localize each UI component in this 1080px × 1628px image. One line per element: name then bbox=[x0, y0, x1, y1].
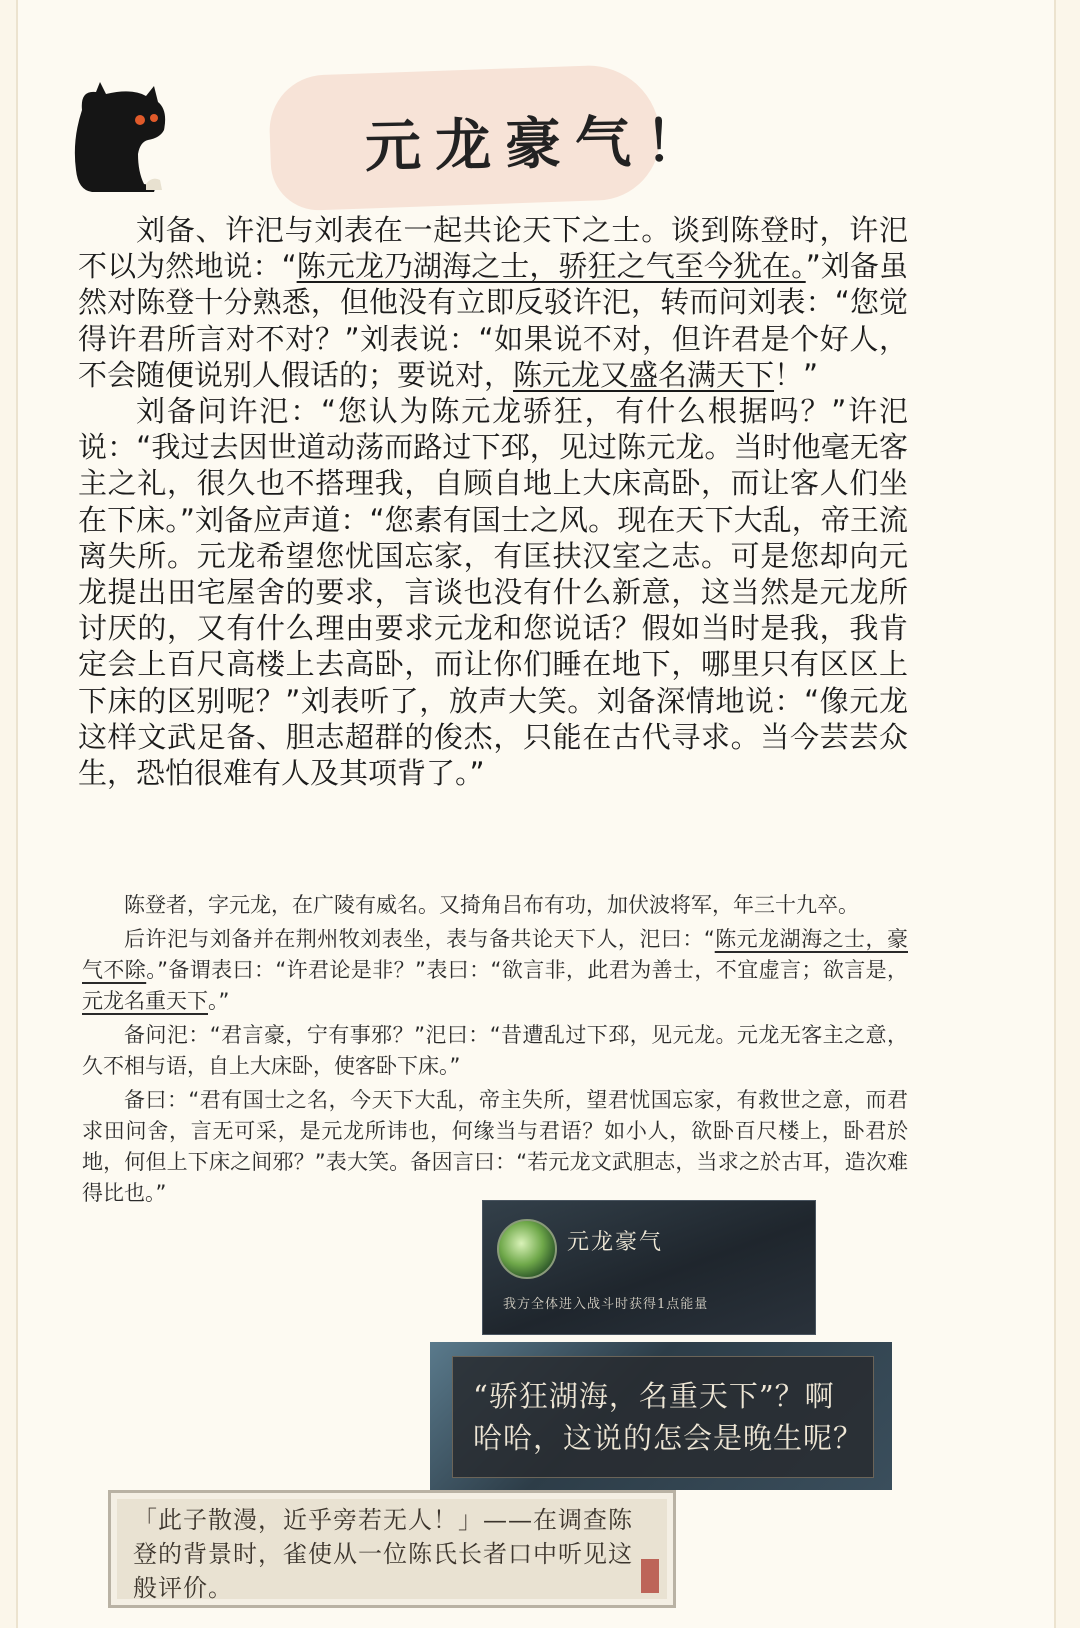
skill-emblem-icon bbox=[497, 1219, 557, 1279]
skill-card bbox=[482, 1200, 816, 1335]
page-title: 元龙豪气！ bbox=[364, 107, 716, 181]
classic-text: 后许汜与刘备并在荆州牧刘表坐，表与备共论天下人，汜曰：“ bbox=[124, 927, 715, 951]
classical-source-text bbox=[82, 890, 908, 1212]
main-story-text bbox=[78, 212, 908, 791]
skill-description: 我方全体进入战斗时获得1点能量 bbox=[503, 1297, 709, 1312]
story-text: ！” bbox=[774, 357, 819, 392]
story-text: 刘备、许汜与刘表在一起共论天下之士。谈到陈登时，许汜不以为然地说：“ bbox=[78, 213, 908, 284]
classic-paragraph-1: 陈登者，字元龙，在广陵有威名。又掎角吕布有功，加伏波将军，年三十九卒。 bbox=[124, 893, 859, 917]
note-text: 「此子散漫，近乎旁若无人！」——在调查陈登的背景时，雀使从一位陈氏长者口中听见这般评价。 bbox=[133, 1506, 633, 1602]
underlined-quote: 陈元龙乃湖海之士，骄狂之气至今犹在。 bbox=[296, 249, 806, 284]
story-text: ”刘备虽然对陈登十分熟悉，但他没有立即反驳许汜，转而问刘表：“您觉得许君所言对不对？”刘表说：“如果说不对，但许君是个好人，不会随便说别人假话的；要说对， bbox=[78, 249, 908, 392]
classic-paragraph-2 bbox=[82, 924, 908, 1017]
skill-name: 元龙豪气 bbox=[567, 1230, 664, 1255]
dialogue-quote: “骄狂湖海，名重天下”？啊哈哈，这说的怎会是晚生呢？ bbox=[473, 1379, 864, 1455]
classic-paragraph-3: 备问汜：“君言豪，宁有事邪？”汜曰：“昔遭乱过下邳，见元龙。元龙无客主之意，久不相与语，自上大床卧，使客卧下床。” bbox=[82, 1023, 908, 1078]
classic-text: 。”备谓表曰：“许君论是非？”表曰：“欲言非，此君为善士，不宜虚言；欲言是， bbox=[146, 958, 909, 982]
story-paragraph-2: 刘备问许汜：“您认为陈元龙骄狂，有什么根据吗？”许汜说：“我过去因世道动荡而路过下邳，见过陈元龙。当时他毫无客主之礼，很久也不搭理我，自顾自地上大床高卧，而让客人们坐在下床。”刘备应声道：“您素有国士之风。现在天下大乱，帝王流离失所。元龙希望您忧国忘家，有匡扶汉室之志。可是您却向元龙提出田宅屋舍的要求，言谈也没有什么新意，这当然是元龙所讨厌的，又有什么理由要求元龙和您说话？假如当时是我，我肯定会上百尺高楼上去高卧，而让你们睡在地下，哪里只有区区上下床的区别呢？”刘表听了，放声大笑。刘备深情地说：“像元龙这样文武足备、胆志超群的俊杰，只能在古代寻求。当今芸芸众生，恐怕很难有人及其项背了。” bbox=[78, 394, 908, 791]
dialogue-box bbox=[452, 1356, 874, 1478]
underlined-quote: 陈元龙湖海之士，豪气不除 bbox=[82, 927, 908, 982]
underlined-quote: 陈元龙又盛名满天下 bbox=[513, 357, 775, 392]
classic-text: 。” bbox=[208, 989, 230, 1013]
dialogue-card bbox=[430, 1342, 892, 1490]
classic-paragraph-4: 备曰：“君有国士之名，今天下大乱，帝主失所，望君忧国忘家，有救世之意，而君求田问舍，言无可采，是元龙所讳也，何缘当与君语？如小人，欲卧百尺楼上，卧君於地，何但上下床之间邪？”表大笑。备因言曰：“若元龙文武胆志，当求之於古耳，造次难得比也。” bbox=[82, 1088, 908, 1205]
underlined-quote: 元龙名重天下 bbox=[82, 989, 208, 1013]
story-paragraph-1 bbox=[78, 212, 908, 393]
red-seal-icon bbox=[641, 1559, 659, 1593]
note-card bbox=[108, 1490, 676, 1608]
